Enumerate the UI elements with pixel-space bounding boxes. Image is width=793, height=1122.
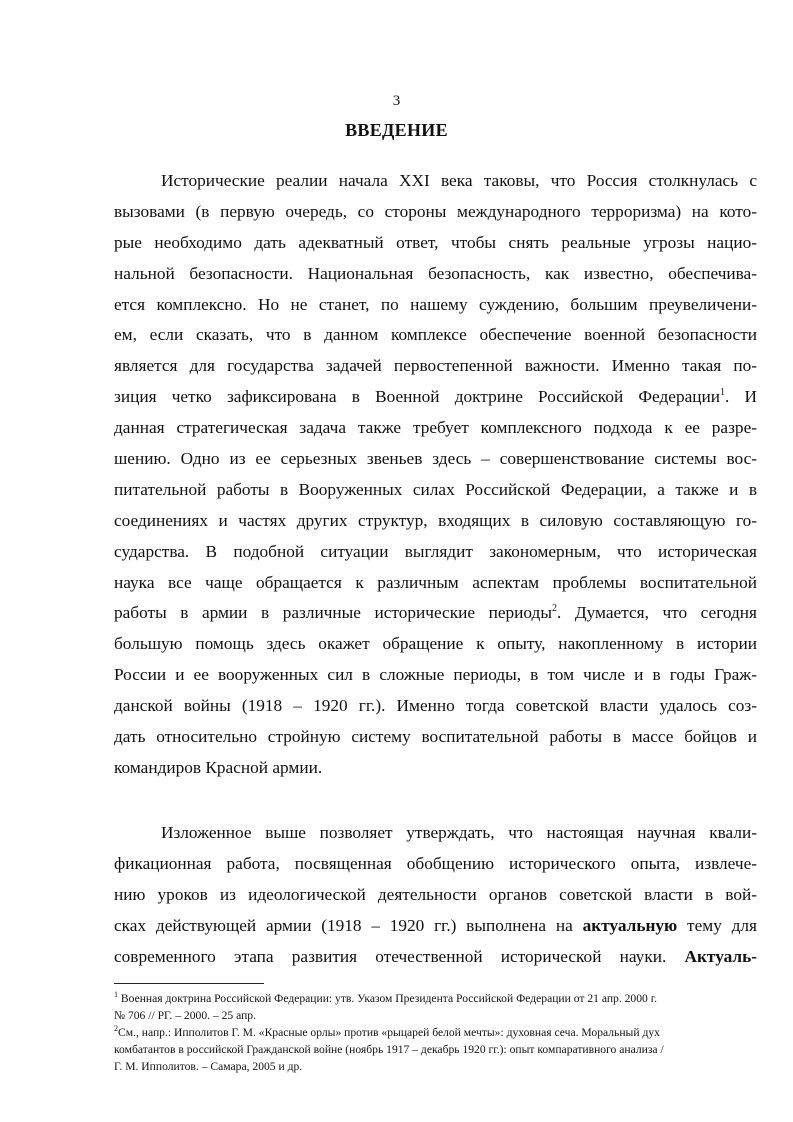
text-line: нальной безопасности. Национальная безопасность, как известно, обеспечива- <box>114 263 757 283</box>
text-line: фикационная работа, посвященная обобщению исторического опыта, извлече- <box>114 853 757 873</box>
text-segment: зиция четко зафиксирована в Военной доктрине Российской Федерации <box>114 387 721 407</box>
text-line: наука все чаще обращается к различным аспектам проблемы воспитательной <box>114 572 757 592</box>
text-line: дать относительно стройную систему воспитательной работы в массе бойцов и <box>114 727 757 747</box>
text-line: Исторические реалии начала XXI века таковы, что Россия столкнулась с <box>161 171 757 190</box>
text-line: шению. Одно из ее серьезных звеньев здесь – совершенствование системы вос- <box>114 449 757 469</box>
text-line: рые необходимо дать адекватный ответ, чтобы снять реальные угрозы нацио- <box>114 232 757 252</box>
footnote-rule <box>114 983 264 984</box>
text-line: России и ее вооруженных сил в сложные периоды, в том числе и в годы Граж- <box>114 665 757 685</box>
text-segment: работы в армии в различные исторические периоды <box>114 603 552 623</box>
main-text <box>114 166 757 784</box>
footnote-text: Военная доктрина Российской Федерации: утв. Указом Президента Российской Федерации от 21 апр. 2000 г. <box>118 992 658 1005</box>
footnote-mark-2: 2 <box>114 1024 118 1034</box>
emphasis-topic: актуальную <box>582 915 678 935</box>
text-segment: сках действующей армии (1918 – 1920 гг.) выполнена на <box>114 915 583 935</box>
text-line: сударства. В подобной ситуации выглядит закономерным, что историческая <box>114 541 757 561</box>
text-line: соединениях и частях других структур, входящих в силовую составляющую го- <box>114 510 757 530</box>
text-line: большую помощь здесь окажет обращение к опыту, накопленному в истории <box>114 634 757 654</box>
footnote-ref-2[interactable]: 2 <box>551 603 557 615</box>
text-line: является для государства задачей первостепенной важности. Именно такая по- <box>114 356 757 376</box>
text-line: ется комплексно. Но не станет, по нашему суждению, большим преувеличени- <box>114 294 757 314</box>
footnotes <box>114 990 757 1075</box>
text-segment: современного этапа развития отечественной исторической науки. <box>114 946 685 966</box>
main-text-paragraph-2 <box>114 818 757 972</box>
footnote-line <box>114 1024 757 1041</box>
text-line <box>114 942 757 973</box>
footnote-text: См., напр.: Ипполитов Г. М. «Красные орлы» против «рыцарей белой мечты»: духовная сеча. Моральный дух <box>118 1026 660 1039</box>
text-line: командиров Красной армии. <box>114 757 323 777</box>
footnote-text: комбатантов в российской Гражданской войне (ноябрь 1917 – декабрь 1920 гг.): опыт компаративного анализа / <box>114 1043 664 1056</box>
page-title: ВВЕДЕНИЕ <box>345 120 448 140</box>
text-line: Изложенное выше позволяет утверждать, что настоящая научная квали- <box>161 823 757 842</box>
footnote-line <box>114 990 757 1007</box>
text-line: данная стратегическая задача также требует комплексного подхода к ее разре- <box>114 418 757 438</box>
emphasis-last: Актуаль- <box>684 946 757 966</box>
text-line: вызовами (в первую очередь, со стороны международного терроризма) на кото- <box>114 201 757 221</box>
text-line <box>114 911 757 942</box>
footnote-line <box>114 1007 757 1024</box>
footnote-ref-1[interactable]: 1 <box>720 387 726 399</box>
footnote-text: Г. М. Ипполитов. – Самара, 2005 и др. <box>114 1060 303 1073</box>
text-segment: . Думается, что сегодня <box>556 603 757 623</box>
text-segment: тему для <box>677 915 757 935</box>
text-line: данской войны (1918 – 1920 гг.). Именно тогда советской власти удалось соз- <box>114 696 757 716</box>
footnote-line <box>114 1041 757 1058</box>
footnote-line <box>114 1058 757 1075</box>
text-line: питательной работы в Вооруженных силах Российской Федерации, а также и в <box>114 479 757 499</box>
text-line <box>114 382 757 413</box>
footnote-text: № 706 // РГ. – 2000. – 25 апр. <box>114 1009 256 1022</box>
text-segment: . И <box>725 387 757 407</box>
footnote-mark-1: 1 <box>114 990 118 1000</box>
page-number: 3 <box>392 93 401 109</box>
text-line: ем, если сказать, что в данном комплексе обеспечение военной безопасности <box>114 325 757 345</box>
text-line: нию уроков из идеологической деятельности органов советской власти в вой- <box>114 884 757 904</box>
text-line <box>114 598 757 629</box>
